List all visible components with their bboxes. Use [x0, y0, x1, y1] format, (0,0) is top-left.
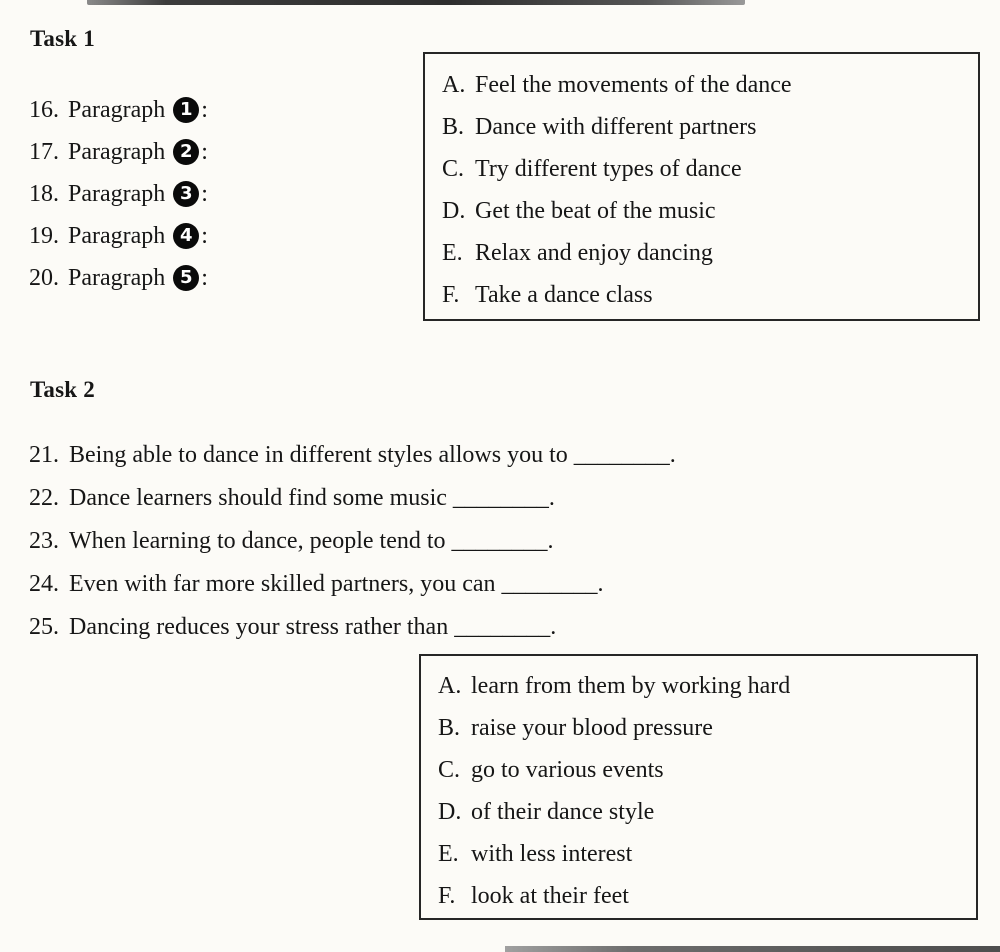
bottom-scan-artifact-bar [505, 946, 1000, 952]
option-text: with less interest [471, 840, 633, 867]
item-text: Even with far more skilled partners, you can ________. [69, 571, 604, 597]
option-letter: D. [442, 197, 466, 224]
option-row [442, 190, 972, 232]
option-row [438, 749, 970, 791]
option-text: Feel the movements of the dance [475, 71, 792, 98]
circled-number-3: 3 [173, 181, 199, 207]
circled-number-5: 5 [173, 265, 199, 291]
option-row [438, 707, 970, 749]
item-number: 20. [29, 264, 59, 291]
option-text: Try different types of dance [475, 155, 742, 182]
paragraph-match-item [29, 173, 208, 215]
paragraph-match-item [29, 89, 208, 131]
task1-heading: Task 1 [30, 26, 95, 51]
option-row [442, 106, 972, 148]
option-letter: C. [442, 155, 465, 182]
circled-number-4: 4 [173, 223, 199, 249]
option-row [442, 148, 972, 190]
item-text: When learning to dance, people tend to ________. [69, 528, 554, 554]
task2-item-list [29, 434, 676, 649]
option-text: learn from them by working hard [471, 672, 791, 699]
item-number: 18. [29, 180, 59, 207]
paragraph-match-item [29, 215, 208, 257]
option-text: raise your blood pressure [471, 714, 713, 741]
item-colon: : [201, 180, 208, 207]
item-number: 22. [29, 485, 59, 511]
option-row [438, 875, 970, 917]
item-label: Paragraph [68, 264, 166, 291]
option-row [438, 833, 970, 875]
item-label: Paragraph [68, 138, 166, 165]
option-row [438, 791, 970, 833]
item-number: 21. [29, 442, 59, 468]
sentence-completion-item [29, 563, 676, 606]
item-label: Paragraph [68, 222, 166, 249]
option-row [442, 232, 972, 274]
option-letter: E. [442, 239, 463, 266]
option-letter: A. [442, 71, 466, 98]
option-text: Get the beat of the music [475, 197, 716, 224]
task1-item-list [29, 89, 208, 299]
option-letter: B. [442, 113, 465, 140]
item-label: Paragraph [68, 180, 166, 207]
item-number: 25. [29, 614, 59, 640]
item-colon: : [201, 138, 208, 165]
item-text: Being able to dance in different styles allows you to ________. [69, 442, 676, 468]
option-letter: E. [438, 840, 459, 867]
option-text: Dance with different partners [475, 113, 757, 140]
circled-number-1: 1 [173, 97, 199, 123]
item-label: Paragraph [68, 96, 166, 123]
item-number: 16. [29, 96, 59, 123]
option-letter: F. [442, 281, 460, 308]
sentence-completion-item [29, 520, 676, 563]
option-row [442, 274, 972, 316]
option-text: Relax and enjoy dancing [475, 239, 713, 266]
option-letter: A. [438, 672, 462, 699]
option-text: go to various events [471, 756, 664, 783]
item-text: Dancing reduces your stress rather than ________. [69, 614, 557, 640]
item-text: Dance learners should find some music ________. [69, 485, 555, 511]
item-number: 17. [29, 138, 59, 165]
option-row [442, 64, 972, 106]
top-scan-artifact-bar [87, 0, 745, 5]
circled-number-2: 2 [173, 139, 199, 165]
task2-heading: Task 2 [30, 377, 95, 402]
option-text: of their dance style [471, 798, 655, 825]
task1-options-box [423, 52, 980, 321]
option-letter: F. [438, 882, 456, 909]
option-letter: C. [438, 756, 461, 783]
sentence-completion-item [29, 477, 676, 520]
paragraph-match-item [29, 257, 208, 299]
item-colon: : [201, 96, 208, 123]
item-number: 23. [29, 528, 59, 554]
item-colon: : [201, 264, 208, 291]
item-number: 24. [29, 571, 59, 597]
option-row [438, 665, 970, 707]
item-colon: : [201, 222, 208, 249]
paragraph-match-item [29, 131, 208, 173]
task2-options-box [419, 654, 978, 920]
option-letter: D. [438, 798, 462, 825]
option-letter: B. [438, 714, 461, 741]
option-text: look at their feet [471, 882, 629, 909]
item-number: 19. [29, 222, 59, 249]
sentence-completion-item [29, 434, 676, 477]
option-text: Take a dance class [475, 281, 653, 308]
sentence-completion-item [29, 606, 676, 649]
